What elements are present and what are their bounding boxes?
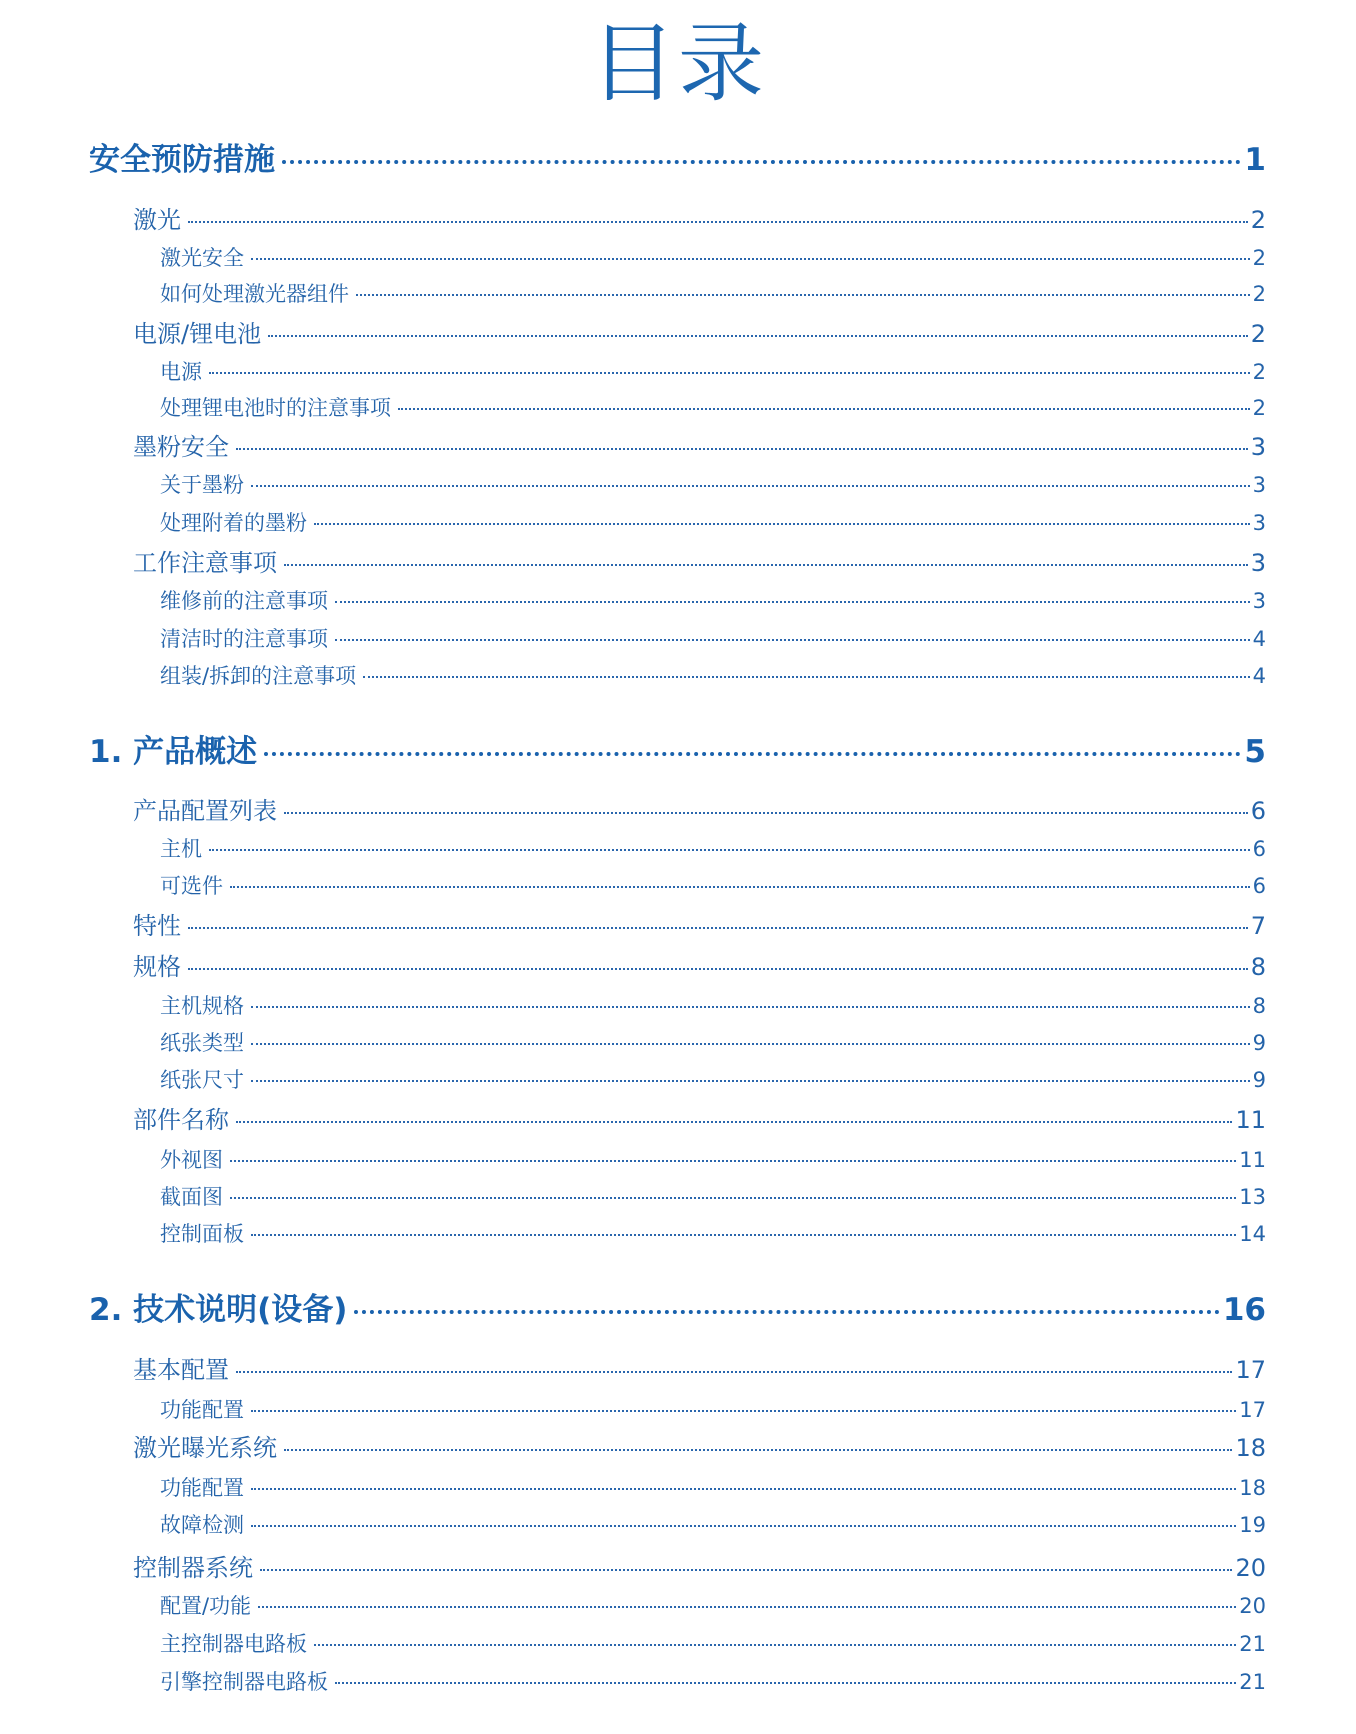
toc-entry-page-number: 14: [1239, 1222, 1266, 1246]
toc-entry-page-number: 2: [1250, 320, 1266, 348]
toc-entry-title: 工作注意事项: [133, 549, 277, 577]
dot-leader: [188, 926, 1248, 929]
toc-entry-level2[interactable]: [160, 1396, 1266, 1424]
dot-leader: [230, 1159, 1236, 1162]
toc-entry-page-number: 3: [1250, 549, 1266, 577]
toc-entry-title: 电源/锂电池: [133, 320, 262, 348]
toc-entry-level1[interactable]: [133, 1354, 1266, 1386]
toc-entry-level1[interactable]: [133, 547, 1266, 579]
toc-entry-page-number: 2: [1252, 246, 1266, 270]
toc-entry-level2[interactable]: [160, 280, 1266, 308]
toc-entry-title: 基本配置: [133, 1356, 229, 1384]
toc-entry-title: 维修前的注意事项: [160, 589, 328, 613]
dot-leader: [335, 638, 1250, 641]
toc-entry-level1[interactable]: [133, 1552, 1266, 1584]
toc-entry-title: 主控制器电路板: [160, 1632, 307, 1656]
toc-entry-title: 功能配置: [160, 1398, 244, 1422]
toc-entry-page-number: 8: [1250, 953, 1266, 981]
toc-entry-title: 激光曝光系统: [133, 1434, 277, 1462]
toc-entry-level2[interactable]: [160, 1592, 1266, 1620]
toc-entry-level1[interactable]: [133, 318, 1266, 350]
toc-entry-title: 处理锂电池时的注意事项: [160, 396, 391, 420]
toc-entry-page-number: 11: [1239, 1148, 1266, 1172]
toc-entry-title: 电源: [160, 360, 202, 384]
toc-entry-level2[interactable]: [160, 872, 1266, 900]
toc-entry-title: 墨粉安全: [133, 433, 229, 461]
dot-leader: [251, 1233, 1236, 1236]
toc-entry-level1[interactable]: [133, 795, 1266, 827]
toc-entry-level0[interactable]: [89, 1290, 1266, 1330]
dot-leader: [282, 159, 1241, 164]
toc-entry-level2[interactable]: [160, 992, 1266, 1020]
toc-entry-level2[interactable]: [160, 358, 1266, 386]
dot-leader: [314, 1643, 1236, 1646]
toc-entry-level2[interactable]: [160, 662, 1266, 690]
toc-entry-title: 故障检测: [160, 1513, 244, 1537]
toc-entry-page-number: 3: [1252, 511, 1266, 535]
toc-entry-level1[interactable]: [133, 951, 1266, 983]
toc-entry-title: 主机规格: [160, 994, 244, 1018]
toc-entry-level1[interactable]: [133, 204, 1266, 236]
toc-entry-level2[interactable]: [160, 625, 1266, 653]
toc-entry-page-number: 4: [1252, 627, 1266, 651]
toc-entry-title: 主机: [160, 837, 202, 861]
toc-entry-level1[interactable]: [133, 1104, 1266, 1136]
toc-entry-title: 外视图: [160, 1148, 223, 1172]
dot-leader: [236, 1120, 1232, 1123]
toc-entry-title: 2. 技术说明(设备): [89, 1292, 348, 1328]
dot-leader: [398, 407, 1250, 410]
toc-entry-level2[interactable]: [160, 1146, 1266, 1174]
toc-entry-page-number: 8: [1252, 994, 1266, 1018]
dot-leader: [188, 220, 1248, 223]
toc-entry-title: 功能配置: [160, 1476, 244, 1500]
toc-entry-level2[interactable]: [160, 394, 1266, 422]
toc-entry-page-number: 21: [1239, 1670, 1266, 1694]
toc-entry-level2[interactable]: [160, 1630, 1266, 1658]
toc-entry-title: 控制器系统: [133, 1554, 253, 1582]
toc-entry-level2[interactable]: [160, 835, 1266, 863]
dot-leader: [335, 600, 1250, 603]
toc-entry-title: 控制面板: [160, 1222, 244, 1246]
toc-entry-page-number: 1: [1244, 142, 1266, 178]
toc-entry-page-number: 20: [1235, 1554, 1266, 1582]
toc-entry-level2[interactable]: [160, 509, 1266, 537]
toc-entry-title: 处理附着的墨粉: [160, 511, 307, 535]
toc-entry-level2[interactable]: [160, 1511, 1266, 1539]
toc-entry-level1[interactable]: [133, 1432, 1266, 1464]
toc-entry-title: 纸张尺寸: [160, 1068, 244, 1092]
toc-entry-page-number: 3: [1252, 589, 1266, 613]
toc-entry-title: 纸张类型: [160, 1031, 244, 1055]
toc-entry-level2[interactable]: [160, 471, 1266, 499]
toc-entry-page-number: 13: [1239, 1185, 1266, 1209]
toc-entry-title: 1. 产品概述: [89, 734, 258, 770]
dot-leader: [264, 751, 1241, 756]
toc-entry-level2[interactable]: [160, 1066, 1266, 1094]
toc-entry-page-number: 2: [1250, 206, 1266, 234]
toc-entry-page-number: 6: [1252, 837, 1266, 861]
page-title: 目录: [590, 14, 766, 114]
dot-leader: [251, 1079, 1250, 1082]
toc-entry-page-number: 11: [1235, 1106, 1266, 1134]
toc-entry-title: 规格: [133, 953, 181, 981]
toc-entry-title: 关于墨粉: [160, 473, 244, 497]
toc-entry-title: 部件名称: [133, 1106, 229, 1134]
dot-leader: [354, 1309, 1219, 1314]
dot-leader: [356, 293, 1250, 296]
toc-entry-page-number: 17: [1239, 1398, 1266, 1422]
dot-leader: [314, 522, 1250, 525]
toc-entry-title: 组装/拆卸的注意事项: [160, 664, 357, 688]
toc-entry-page-number: 7: [1250, 912, 1266, 940]
toc-entry-page-number: 6: [1250, 797, 1266, 825]
toc-entry-page-number: 20: [1239, 1594, 1266, 1618]
toc-entry-level0[interactable]: [89, 732, 1266, 772]
toc-entry-page-number: 19: [1239, 1513, 1266, 1537]
toc-entry-level2[interactable]: [160, 244, 1266, 272]
toc-entry-page-number: 3: [1250, 433, 1266, 461]
dot-leader: [363, 675, 1250, 678]
toc-entry-title: 可选件: [160, 874, 223, 898]
dot-leader: [260, 1568, 1232, 1571]
toc-entry-page-number: 6: [1252, 874, 1266, 898]
toc-entry-page-number: 2: [1252, 360, 1266, 384]
toc-entry-title: 清洁时的注意事项: [160, 627, 328, 651]
toc-entry-title: 引擎控制器电路板: [160, 1670, 328, 1694]
toc-entry-level2[interactable]: [160, 1474, 1266, 1502]
toc-entry-page-number: 2: [1252, 282, 1266, 306]
toc-entry-page-number: 2: [1252, 396, 1266, 420]
dot-leader: [268, 334, 1248, 337]
dot-leader: [209, 848, 1250, 851]
toc-entry-title: 特性: [133, 912, 181, 940]
dot-leader: [284, 563, 1248, 566]
toc-entry-level2[interactable]: [160, 587, 1266, 615]
dot-leader: [258, 1605, 1236, 1608]
toc-entry-page-number: 9: [1252, 1068, 1266, 1092]
dot-leader: [251, 257, 1250, 260]
toc-entry-level2[interactable]: [160, 1029, 1266, 1057]
toc-entry-page-number: 4: [1252, 664, 1266, 688]
toc-entry-level2[interactable]: [160, 1668, 1266, 1696]
dot-leader: [236, 447, 1248, 450]
dot-leader: [284, 1448, 1232, 1451]
toc-entry-page-number: 5: [1244, 734, 1266, 770]
dot-leader: [230, 1196, 1236, 1199]
dot-leader: [251, 484, 1250, 487]
dot-leader: [236, 1370, 1232, 1373]
dot-leader: [209, 371, 1250, 374]
dot-leader: [284, 811, 1248, 814]
toc-entry-title: 激光: [133, 206, 181, 234]
toc-entry-page-number: 21: [1239, 1632, 1266, 1656]
toc-entry-title: 配置/功能: [160, 1594, 252, 1618]
toc-entry-title: 产品配置列表: [133, 797, 277, 825]
toc-entry-level0[interactable]: [89, 140, 1266, 180]
toc-entry-title: 安全预防措施: [89, 142, 275, 178]
dot-leader: [251, 1042, 1250, 1045]
dot-leader: [251, 1524, 1236, 1527]
dot-leader: [188, 967, 1248, 970]
toc-entry-title: 激光安全: [160, 246, 244, 270]
toc-entry-level1[interactable]: [133, 431, 1266, 463]
toc-entry-page-number: 18: [1239, 1476, 1266, 1500]
dot-leader: [251, 1005, 1250, 1008]
toc-entry-title: 截面图: [160, 1185, 223, 1209]
toc-entry-page-number: 18: [1235, 1434, 1266, 1462]
dot-leader: [251, 1487, 1236, 1490]
toc-entry-level1[interactable]: [133, 910, 1266, 942]
dot-leader: [251, 1409, 1236, 1412]
toc-entry-page-number: 17: [1235, 1356, 1266, 1384]
toc-entry-level2[interactable]: [160, 1183, 1266, 1211]
toc-entry-title: 如何处理激光器组件: [160, 282, 349, 306]
toc-entry-page-number: 9: [1252, 1031, 1266, 1055]
dot-leader: [335, 1681, 1236, 1684]
toc-entry-level2[interactable]: [160, 1220, 1266, 1248]
toc-entry-page-number: 3: [1252, 473, 1266, 497]
dot-leader: [230, 885, 1250, 888]
toc-entry-page-number: 16: [1222, 1292, 1266, 1328]
